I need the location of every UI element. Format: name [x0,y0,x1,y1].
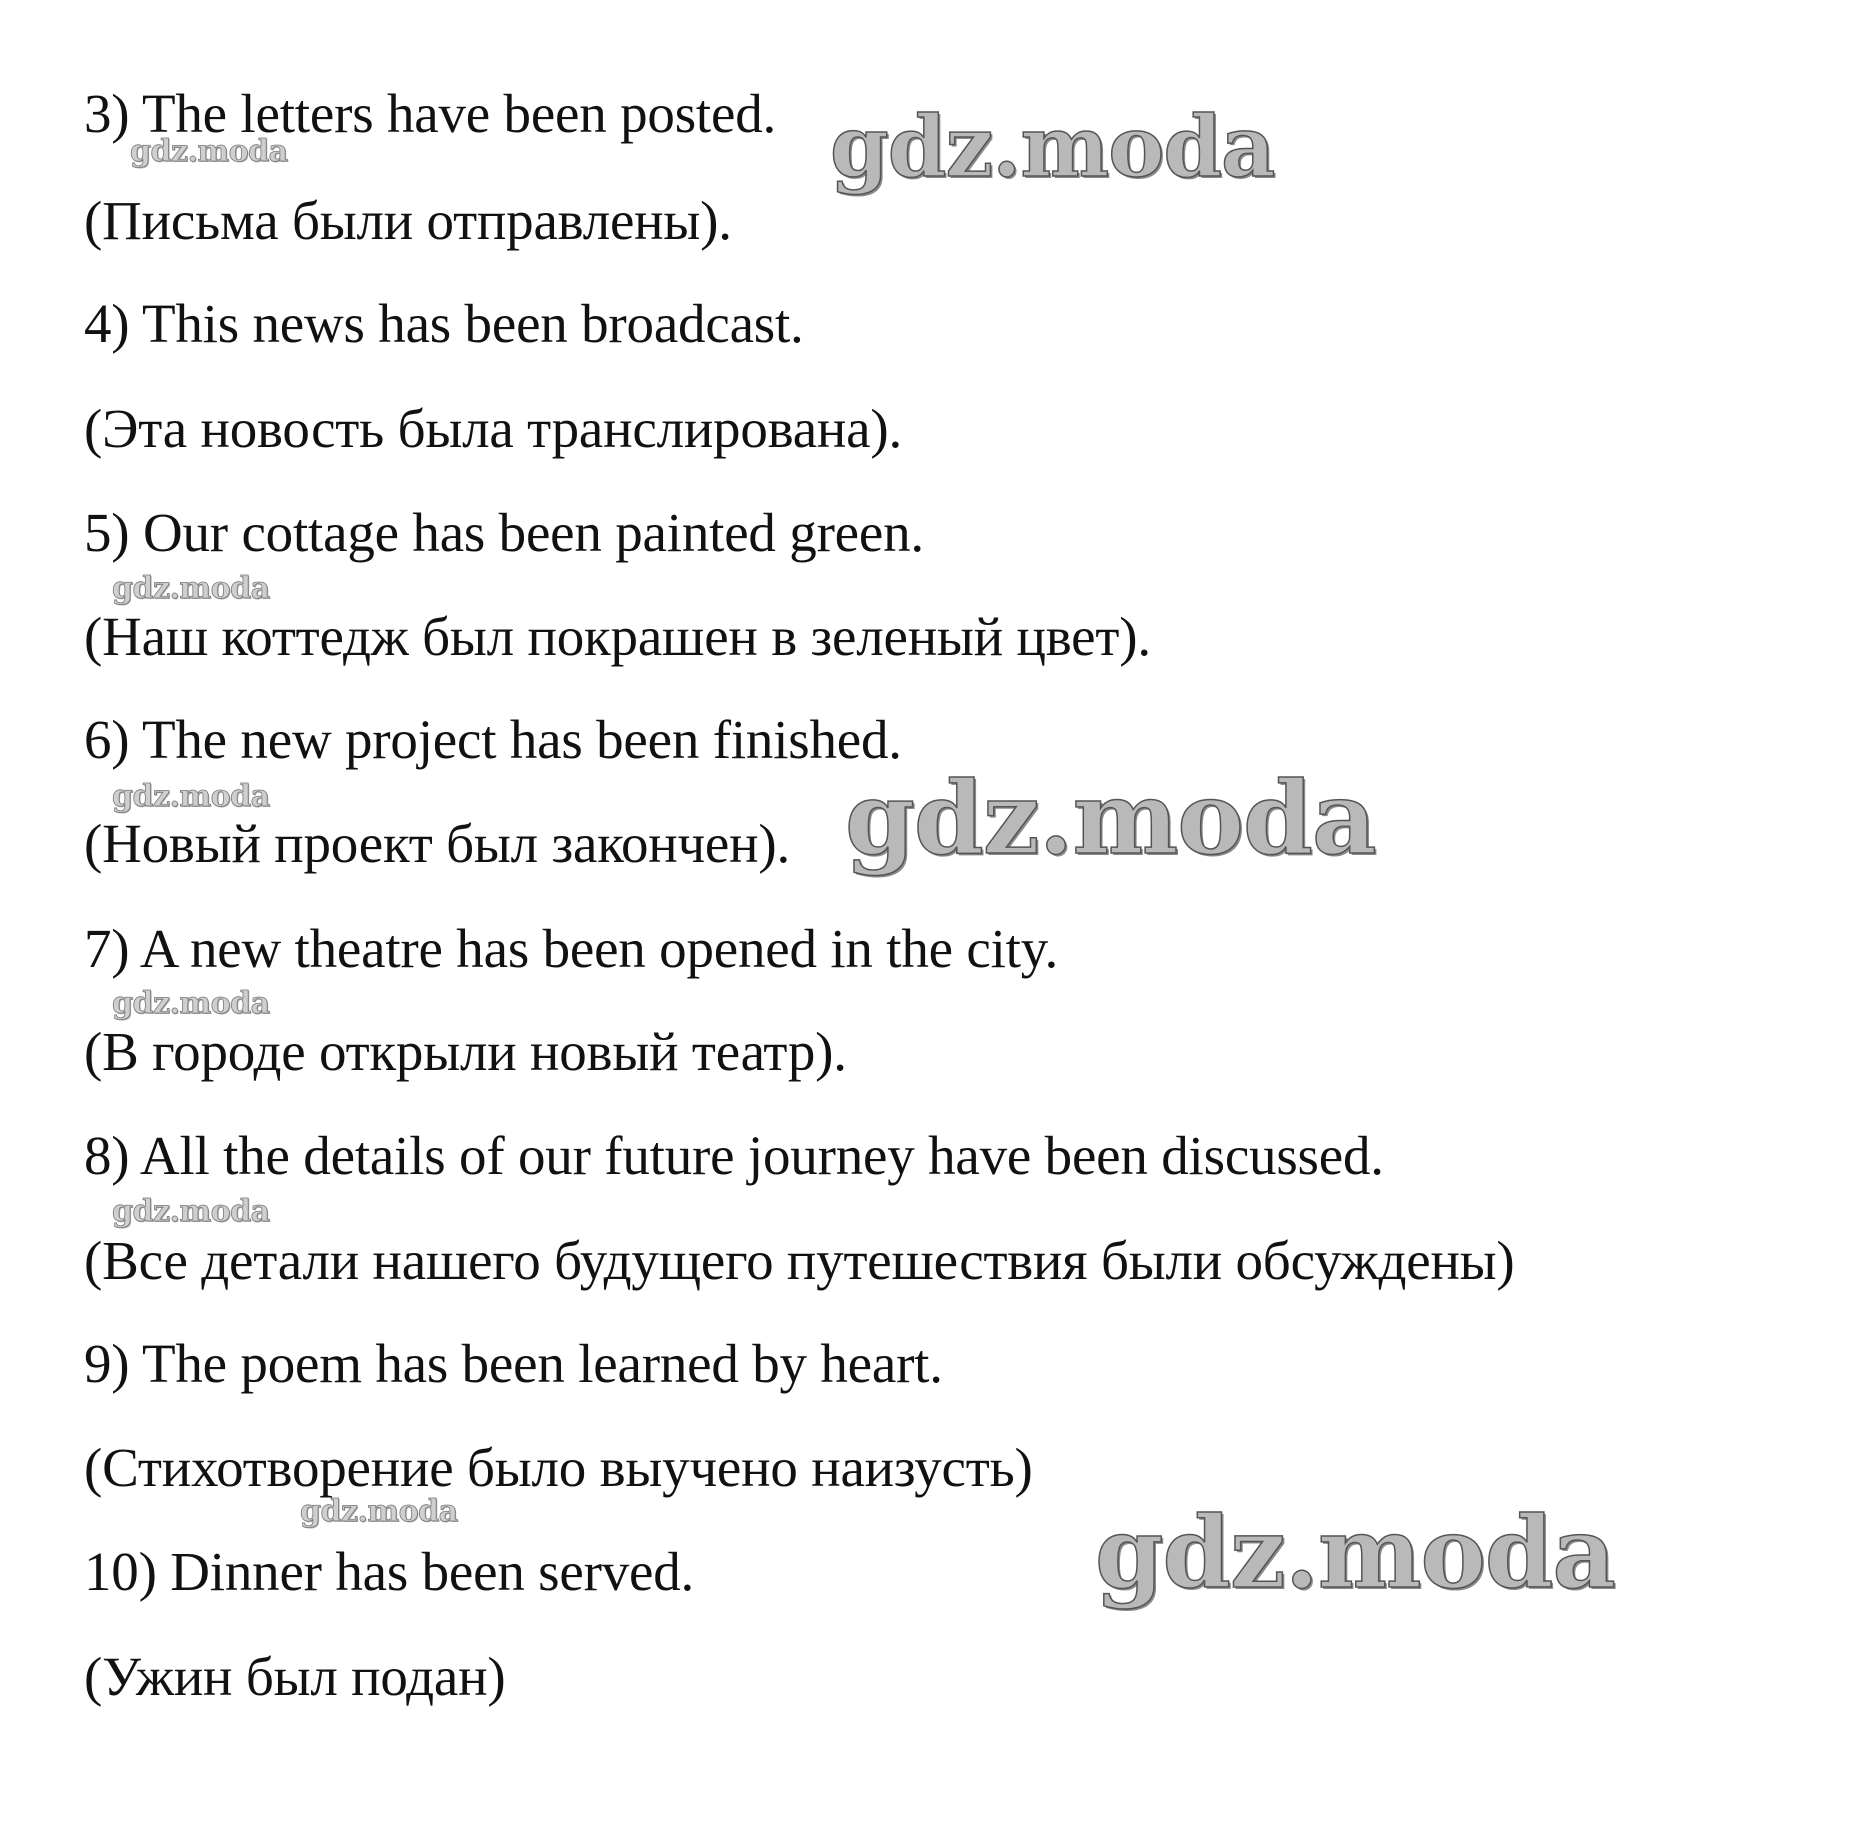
watermark-logo: gdz.moda [1095,1496,1615,1611]
sentence-3-russian: (Письма были отправлены). [84,190,732,251]
watermark-logo: gdz.moda [112,1194,270,1229]
sentence-9-russian: (Стихотворение было выучено наизусть) [84,1437,1033,1498]
watermark-logo: gdz.moda [112,571,270,606]
watermark-logo: gdz.moda [112,986,270,1021]
sentence-7-english: 7) A new theatre has been opened in the city. [84,918,1059,979]
sentence-5-russian: (Наш коттедж был покрашен в зеленый цвет). [84,606,1151,667]
watermark-logo: gdz.moda [830,97,1275,196]
sentence-6-english: 6) The new project has been finished. [84,709,902,770]
watermark-logo: gdz.moda [112,779,270,814]
sentence-10-english: 10) Dinner has been served. [84,1541,695,1602]
sentence-5-english: 5) Our cottage has been painted green. [84,502,924,563]
sentence-8-russian: (Все детали нашего будущего путешествия были обсуждены) [84,1230,1515,1291]
watermark-logo: gdz.moda [845,759,1376,877]
sentence-4-english: 4) This news has been broadcast. [84,293,804,354]
sentence-10-russian: (Ужин был подан) [84,1646,506,1707]
sentence-3-english: 3) The letters have been posted. [84,83,777,144]
watermark-logo: gdz.moda [300,1494,458,1529]
sentence-4-russian: (Эта новость была транслирована). [84,398,903,459]
sentence-7-russian: (В городе открыли новый театр). [84,1021,847,1082]
watermark-logo: gdz.moda [130,134,288,169]
sentence-9-english: 9) The poem has been learned by heart. [84,1333,943,1394]
sentence-6-russian: (Новый проект был закончен). [84,813,791,874]
sentence-8-english: 8) All the details of our future journey have been discussed. [84,1125,1384,1186]
